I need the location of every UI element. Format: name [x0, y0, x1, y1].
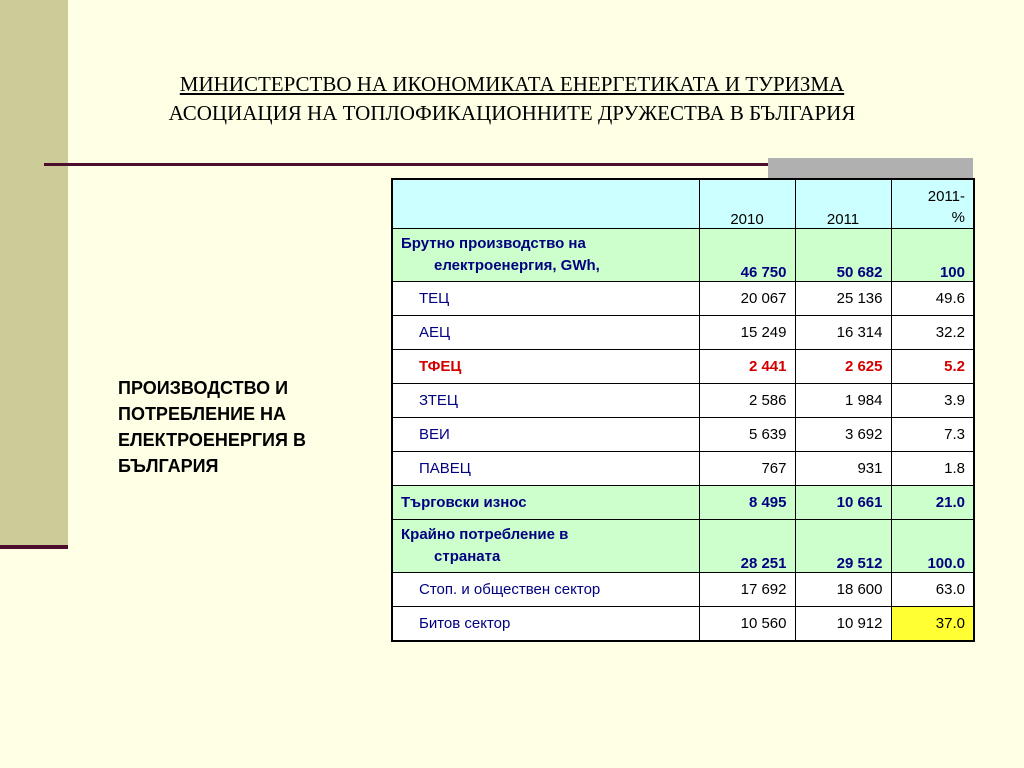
header-association: АСОЦИАЦИЯ НА ТОПЛОФИКАЦИОННИТЕ ДРУЖЕСТВА В БЪЛГАРИЯ: [168, 101, 856, 125]
cell-pct: 32.2: [891, 316, 974, 350]
cell-2011: 1 984: [795, 384, 891, 418]
row-label: ТЕЦ: [392, 282, 699, 316]
cell-2011: 29 512: [795, 520, 891, 573]
table-header-row: [392, 179, 974, 229]
table-row: [392, 282, 974, 316]
cell-pct: 5.2: [891, 350, 974, 384]
row-label: Битов сектор: [392, 607, 699, 641]
cell-2010: 8 495: [699, 486, 795, 520]
row-label: [392, 229, 699, 282]
table-row: [392, 316, 974, 350]
cell-2011: 3 692: [795, 418, 891, 452]
table-row: [392, 607, 974, 641]
row-label-line2: електроенергия, GWh,: [434, 257, 600, 274]
cell-pct: 63.0: [891, 573, 974, 607]
cell-2010: 46 750: [699, 229, 795, 282]
row-label-line2: страната: [434, 548, 501, 565]
left-decorative-band: [0, 0, 68, 545]
cell-2011: 931: [795, 452, 891, 486]
cell-2011: 2 625: [795, 350, 891, 384]
row-label: ТФЕЦ: [392, 350, 699, 384]
row-label: ПАВЕЦ: [392, 452, 699, 486]
cell-2010: 5 639: [699, 418, 795, 452]
row-label: Стоп. и обществен сектор: [392, 573, 699, 607]
table-row: [392, 573, 974, 607]
row-label: Търговски износ: [392, 486, 699, 520]
side-title: ПРОИЗВОДСТВО И ПОТРЕБЛЕНИЕ НА ЕЛЕКТРОЕНЕРГИЯ В БЪЛГАРИЯ: [118, 378, 306, 476]
row-label: [392, 520, 699, 573]
table-row: [392, 486, 974, 520]
cell-2011: 18 600: [795, 573, 891, 607]
slide-header: [60, 70, 964, 128]
cell-pct: 100: [891, 229, 974, 282]
cell-2011: 10 912: [795, 607, 891, 641]
cell-pct-highlighted: 37.0: [891, 607, 974, 641]
cell-pct: 3.9: [891, 384, 974, 418]
header-cell-label: [392, 179, 699, 229]
header-pct-line1: 2011-: [927, 188, 965, 205]
cell-pct: 21.0: [891, 486, 974, 520]
header-ministry: МИНИСТЕРСТВО НА ИКОНОМИКАТА ЕНЕРГЕТИКАТА И ТУРИЗМА: [179, 72, 845, 96]
header-cell-pct: [891, 179, 974, 229]
table-row: [392, 418, 974, 452]
header-cell-2010: 2010: [699, 179, 795, 229]
table-top-gray-bar: [768, 158, 973, 179]
cell-2010: 767: [699, 452, 795, 486]
table-row: [392, 520, 974, 573]
row-label: ВЕИ: [392, 418, 699, 452]
cell-pct: 1.8: [891, 452, 974, 486]
row-label-line1: Брутно производство на: [401, 235, 586, 252]
cell-2010: 15 249: [699, 316, 795, 350]
row-label: АЕЦ: [392, 316, 699, 350]
cell-pct: 100.0: [891, 520, 974, 573]
cell-2010: 28 251: [699, 520, 795, 573]
table-row: [392, 384, 974, 418]
cell-2010: 10 560: [699, 607, 795, 641]
table-row: [392, 350, 974, 384]
cell-2010: 2 441: [699, 350, 795, 384]
cell-2011: 10 661: [795, 486, 891, 520]
electricity-table: [391, 178, 975, 642]
cell-pct: 7.3: [891, 418, 974, 452]
header-pct-line2: %: [951, 209, 965, 226]
header-cell-2011: 2011: [795, 179, 891, 229]
cell-pct: 49.6: [891, 282, 974, 316]
table-row: [392, 452, 974, 486]
header-divider: [44, 163, 772, 166]
left-band-accent-line: [0, 545, 68, 549]
cell-2011: 16 314: [795, 316, 891, 350]
cell-2011: 25 136: [795, 282, 891, 316]
cell-2010: 20 067: [699, 282, 795, 316]
table-row: [392, 229, 974, 282]
row-label-line1: Крайно потребление в: [401, 526, 569, 543]
cell-2011: 50 682: [795, 229, 891, 282]
cell-2010: 2 586: [699, 384, 795, 418]
cell-2010: 17 692: [699, 573, 795, 607]
row-label: ЗТЕЦ: [392, 384, 699, 418]
